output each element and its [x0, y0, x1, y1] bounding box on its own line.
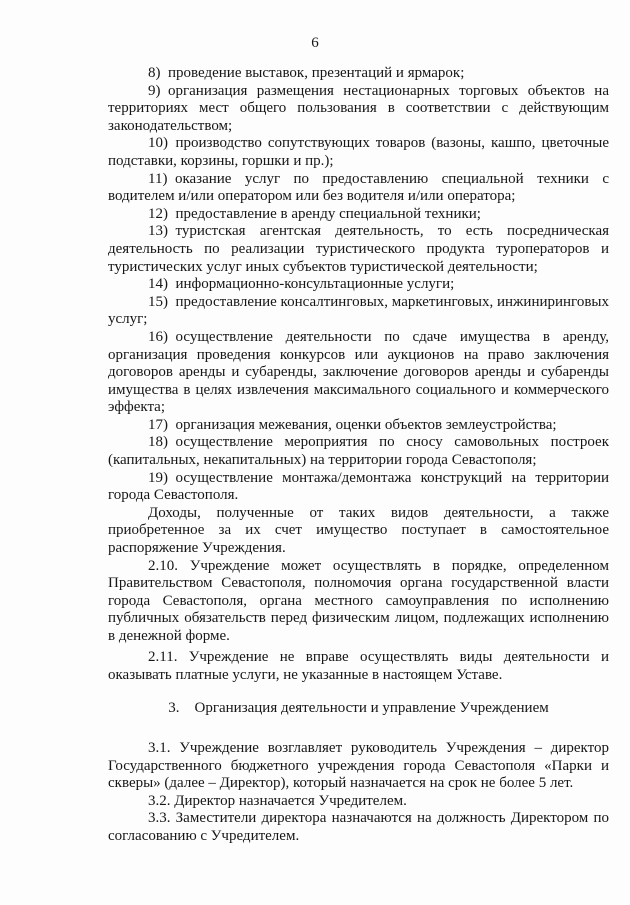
- clause-2-11: 2.11. Учреждение не вправе осуществлять виды деятельности и оказывать платные услуги, не указанные в настоящем Уставе.: [108, 649, 609, 683]
- clause-2-10: 2.10. Учреждение может осуществлять в порядке, определенном Правительством Севастополя, полномочия органа государственной власти города Севастополя, органа местного самоуправления по исполнению публичных обязательств перед физическим лицом, подлежащих исполнению в денежной форме.: [108, 557, 609, 644]
- clause-2-11-block: [108, 649, 609, 684]
- list-item-11: 11) оказание услуг по предоставлению специальной техники с водителем и/или оператором или без водителя и/или оператора;: [108, 170, 609, 205]
- section-3-title: 3. Организация деятельности и управление Учреждением: [168, 700, 549, 716]
- section-3-heading-block: [108, 700, 609, 718]
- list-item-15: 15) предоставление консалтинговых, маркетинговых, инжиниринговых услуг;: [108, 293, 609, 328]
- section-3-body: [108, 740, 609, 846]
- list-item-10: 10) производство сопутствующих товаров (вазоны, кашпо, цветочные подставки, корзины, горшки и пр.);: [108, 135, 609, 169]
- list-item-13: 13) туристская агентская деятельность, то есть посредническая деятельность по реализации туристического продукта туроператоров и туристических услуг иных субъектов туристической деятельности;: [108, 223, 609, 275]
- list-section: [108, 65, 609, 646]
- page-number: 6: [311, 35, 319, 51]
- clause-3-1: 3.1. Учреждение возглавляет руководитель Учреждения – директор Государственного бюджетного учреждения города Севастополя «Парки и скверы» (далее – Директор), который назначается на срок не более 5 лет.: [108, 740, 609, 792]
- list-item-16: 16) осуществление деятельности по сдаче имущества в аренду, организация проведения конкурсов или аукционов на право заключения договоров аренды и субаренды, заключение договоров аренды и субаренды имущества в целях извлечения максимального социального и коммерческого эффекта;: [108, 328, 609, 416]
- list-item-19: 19) осуществление монтажа/демонтажа конструкций на территории города Севастополя.: [108, 469, 609, 504]
- list-item-9: 9) организация размещения нестационарных торговых объектов на территориях мест общего пользования в соответствии с действующим законодательством;: [108, 82, 609, 134]
- list-item-18: 18) осуществление мероприятия по сносу самовольных построек (капитальных, некапитальных) на территории города Севастополя;: [108, 434, 609, 469]
- list-item-14: 14) информационно-консультационные услуги;: [148, 276, 455, 293]
- income-paragraph: Доходы, полученные от таких видов деятельности, а также приобретенное за их счет имущество поступает в самостоятельное распоряжение Учреждения.: [108, 504, 609, 557]
- clause-3-3: 3.3. Заместители директора назначаются на должность Директором по согласованию с Учредителем.: [108, 810, 609, 844]
- list-item-12: 12) предоставление в аренду специальной техники;: [148, 205, 481, 222]
- clause-3-2: 3.2. Директор назначается Учредителем.: [148, 792, 407, 809]
- list-item-17: 17) организация межевания, оценки объектов землеустройства;: [148, 416, 557, 433]
- list-item-8: 8) проведение выставок, презентаций и ярмарок;: [148, 65, 465, 81]
